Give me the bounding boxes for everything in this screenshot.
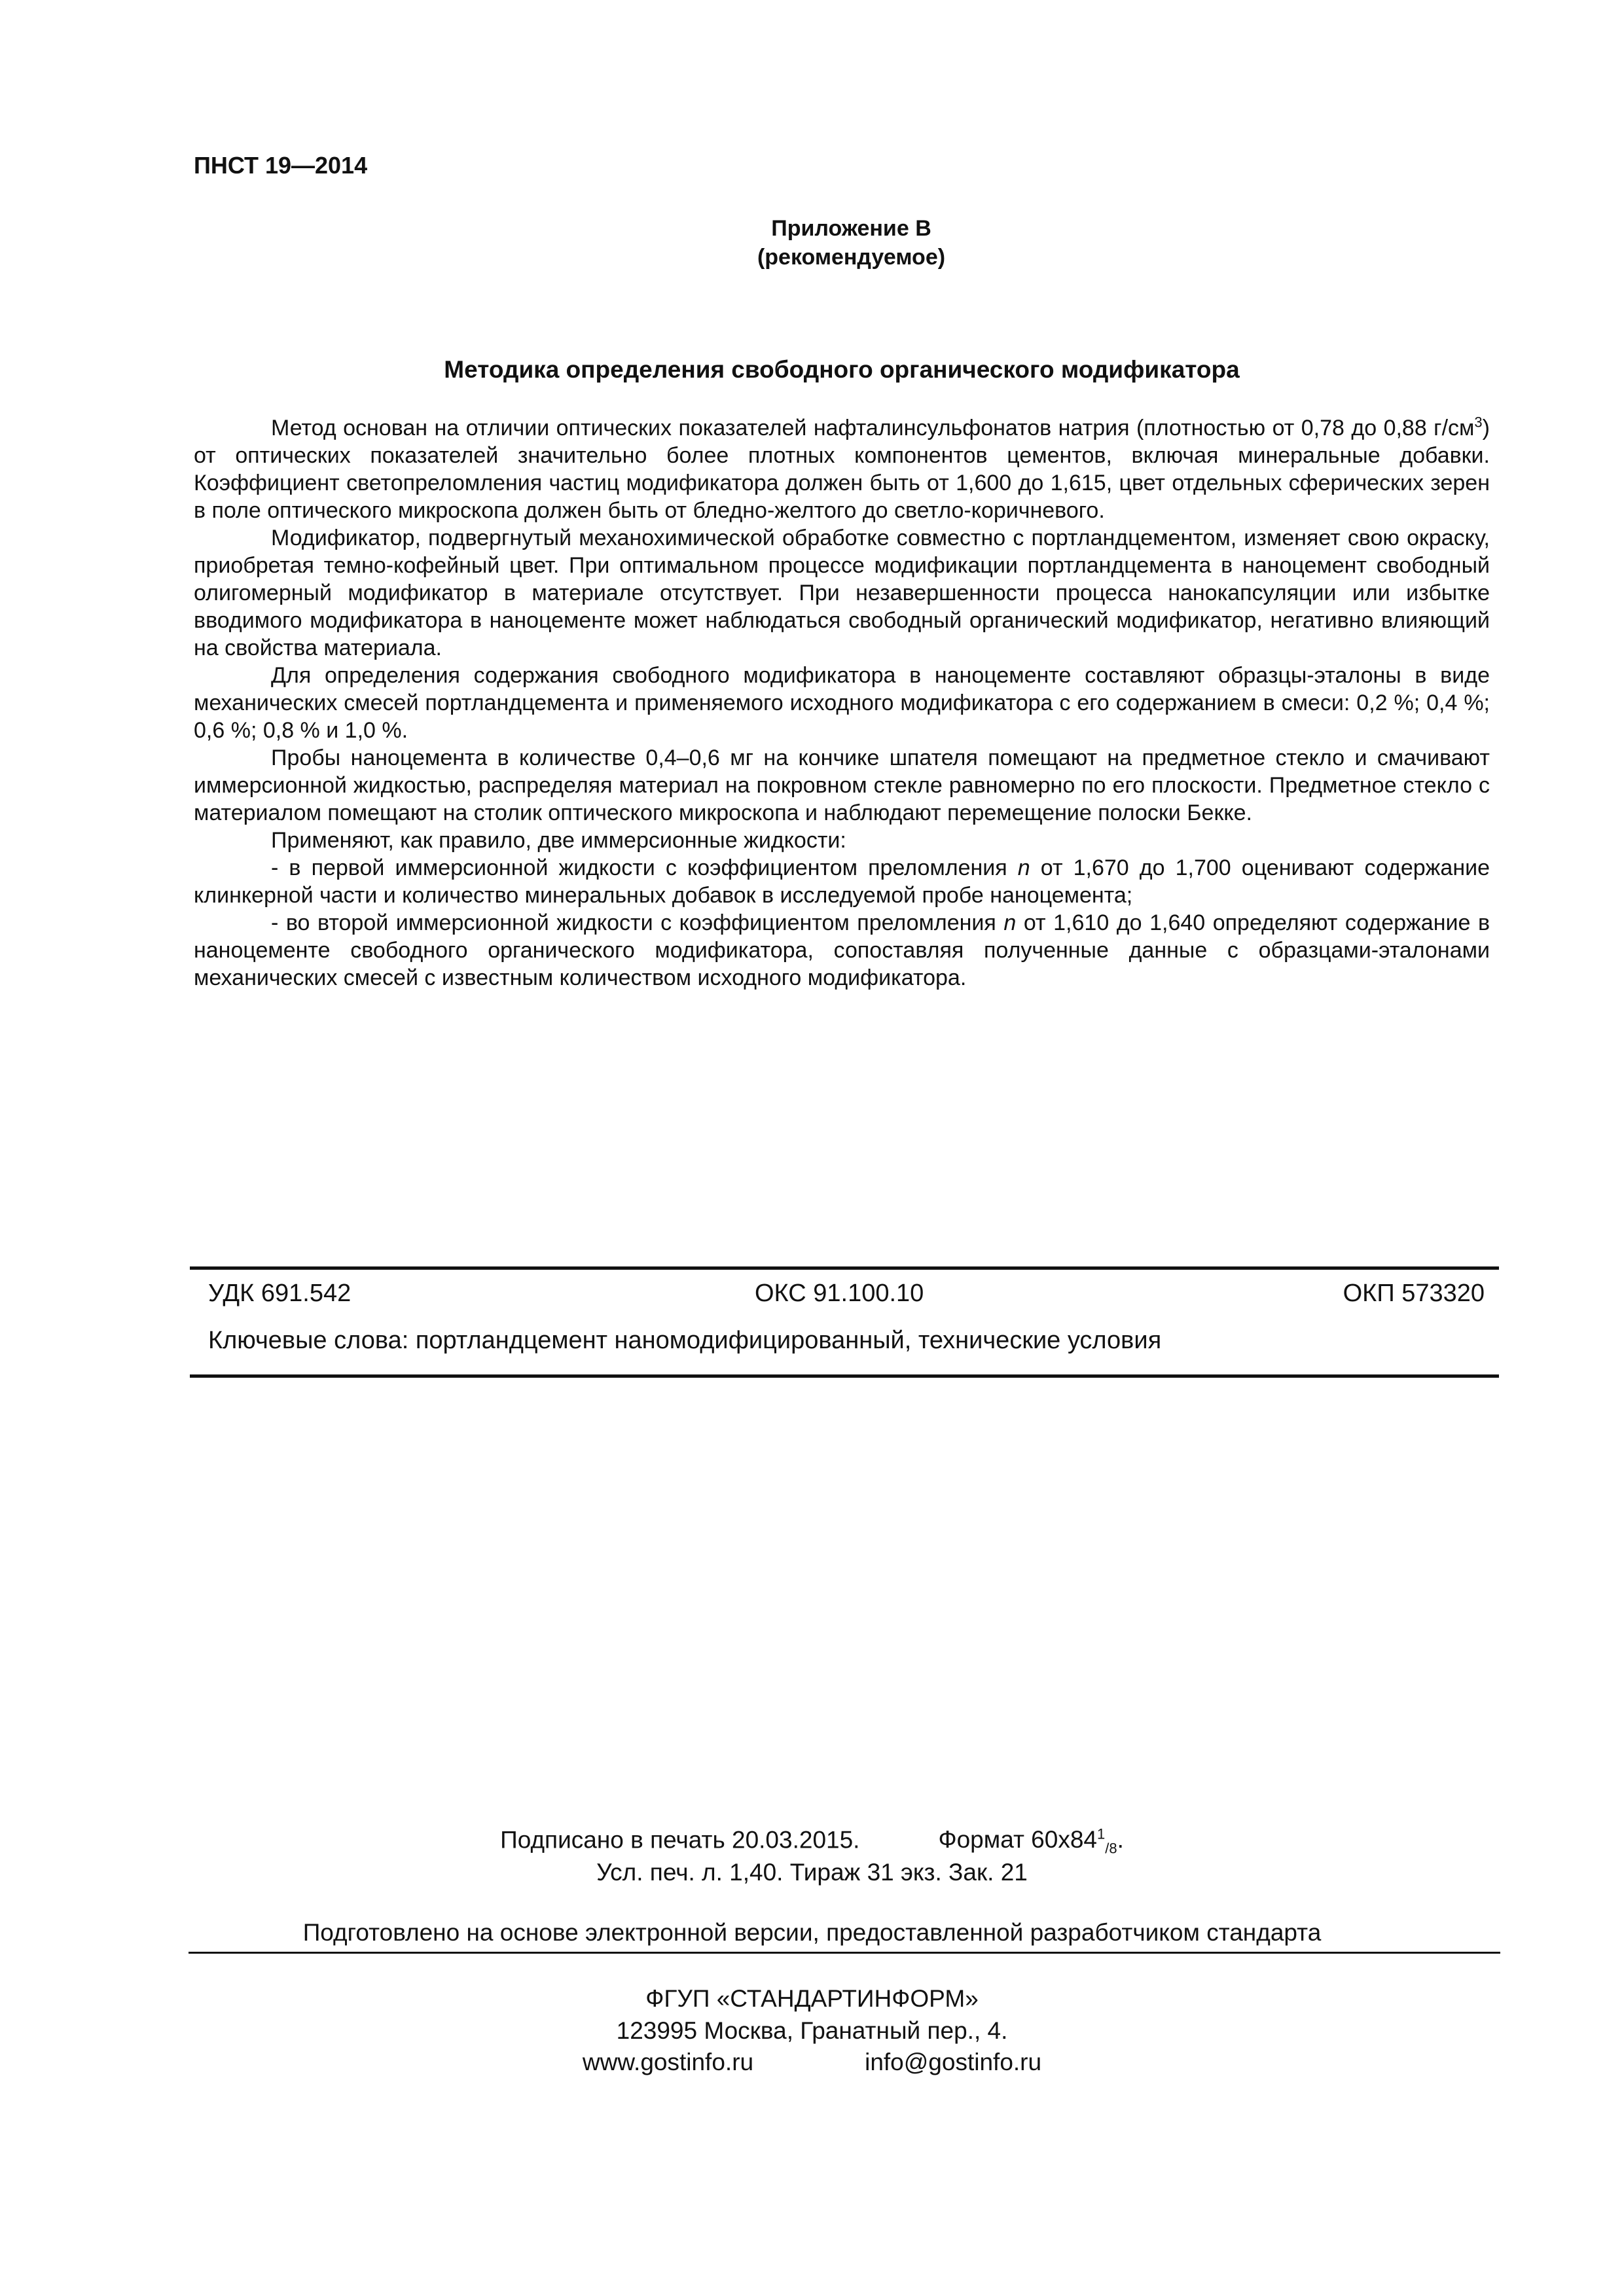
publisher-contacts [0, 2049, 1624, 2076]
list-text: от 1,610 до 1,640 определяют содержание в наноцементе свободного органического модификатора, сопоставляя полученные данные с образцами-эталонами механических смесей с известным количеством исходного модификатора. [194, 910, 1490, 990]
publisher-email: info@gostinfo.ru [865, 2049, 1042, 2075]
format-numerator: 1 [1097, 1826, 1106, 1842]
paragraph-text: ) от оптических показателей значительно более плотных компонентов цементов, включая минеральные добавки. Коэффициент светопреломления частиц модификатора должен быть от 1,600 до 1,615, цвет отдельных сферических зерен в поле оптического микроскопа должен быть от бледно-желтого до светло-коричневого. [194, 416, 1490, 523]
method-text [194, 414, 1490, 992]
classification-top-rule [190, 1266, 1499, 1270]
format-label: Формат 60x84 [938, 1826, 1097, 1854]
paragraph-reference-samples: Для определения содержания свободного модификатора в наноцементе составляют образцы-эталоны в виде механических смесей портландцемента и применяемого исходного модификатора с его содержанием в смеси: 0,2 %; 0,4 %; 0,6 %; 0,8 % и 1,0 %. [194, 663, 1490, 743]
section-title: Методика определения свободного органического модификатора [444, 356, 1240, 383]
list-text: от 1,670 до 1,700 оценивают содержание клинкерной части и количество минеральных добавок в исследуемой пробе наноцемента; [194, 855, 1490, 908]
prepared-note: Подготовлено на основе электронной версии, предоставленной разработчиком стандарта [302, 1919, 1322, 1946]
print-info: Усл. печ. л. 1,40. Тираж 31 экз. Зак. 21 [596, 1859, 1028, 1886]
appendix-title: Приложение В [771, 216, 931, 241]
refraction-symbol: n [1017, 855, 1030, 880]
paragraph-text: Метод основан на отличии оптических показателей нафталинсульфонатов натрия (плотностью от 0,78 до 0,88 г/см [271, 416, 1475, 440]
publisher-website: www.gostinfo.ru [582, 2049, 754, 2075]
imprint-rule [189, 1952, 1500, 1954]
keywords: Ключевые слова: портландцемент наномодифицированный, технические условия [208, 1327, 1162, 1354]
classification-bottom-rule [190, 1374, 1499, 1378]
paragraph-method-basis [194, 414, 1490, 524]
paragraph-sample-preparation: Пробы наноцемента в количестве 0,4–0,6 мг на кончике шпателя помещают на предметное стекло и смачивают иммерсионной жидкостью, распределяя материал на покровном стекле равномерно по его плоскости. Предметное стекло с материалом помещают на столик оптического микроскопа и наблюдают перемещение полоски Бекке. [194, 745, 1490, 825]
publisher-address: 123995 Москва, Гранатный пер., 4. [616, 2017, 1008, 2044]
okp-code: ОКП 573320 [1343, 1280, 1485, 1307]
list-item-first-liquid [194, 854, 1490, 909]
document-code: ПНСТ 19—2014 [194, 152, 368, 179]
paragraph-modifier: Модификатор, подвергнутый механохимической обработке совместно с портландцементом, изменяет свою окраску, приобретая темно-кофейный цвет. При оптимальном процессе модификации портландцемента в наноцемент свободный олигомерный модификатор в материале отсутствует. При незавершенности процесса нанокапсуляции или избытке вводимого модификатора в наноцементе может наблюдаться свободный органический модификатор, негативно влияющий на свойства материала. [194, 526, 1490, 660]
list-item-second-liquid [194, 909, 1490, 992]
list-text: - во второй иммерсионной жидкости с коэффициентом преломления [271, 910, 1004, 935]
paper-format [938, 1826, 1124, 1857]
superscript: 3 [1474, 414, 1483, 431]
signed-date: Подписано в печать 20.03.2015. [500, 1826, 860, 1854]
appendix-kind: (рекомендуемое) [757, 245, 946, 270]
refraction-symbol: n [1003, 910, 1017, 935]
format-denominator: /8 [1105, 1840, 1117, 1857]
oks-code: ОКС 91.100.10 [755, 1280, 924, 1307]
publisher-name: ФГУП «СТАНДАРТИНФОРМ» [645, 1985, 979, 2012]
udk-code: УДК 691.542 [208, 1280, 352, 1307]
format-end: . [1117, 1826, 1124, 1854]
paragraph-liquids-intro: Применяют, как правило, две иммерсионные жидкости: [271, 828, 846, 853]
print-signed-line [0, 1826, 1624, 1857]
list-text: - в первой иммерсионной жидкости с коэффициентом преломления [271, 855, 1018, 880]
